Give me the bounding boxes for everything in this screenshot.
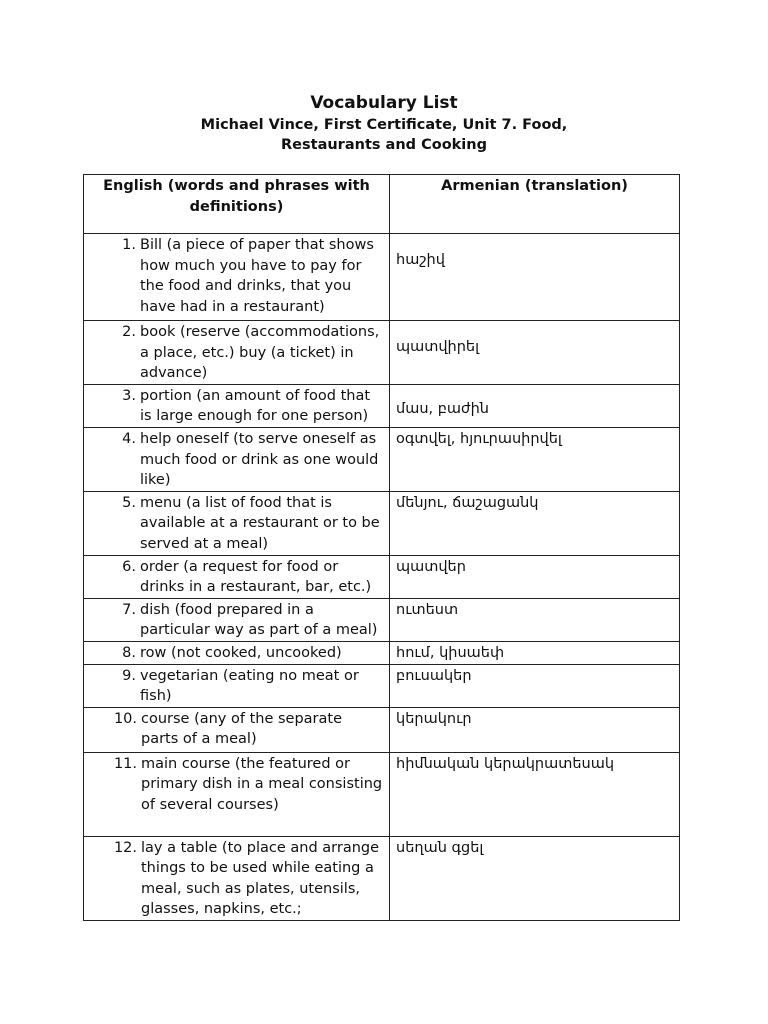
armenian-cell (390, 234, 680, 321)
english-term: help oneself (to serve oneself as much food or drink as one would like) (140, 430, 379, 489)
armenian-cell (390, 836, 680, 920)
table-header-row (84, 175, 680, 234)
armenian-translation: սեղան գցել (396, 839, 484, 856)
english-cell (84, 427, 390, 491)
english-cell (84, 752, 390, 836)
armenian-translation: պատվեր (396, 558, 466, 575)
armenian-translation: մաս, բաժին (396, 400, 489, 417)
armenian-cell (390, 641, 680, 664)
document-title: Vocabulary List (310, 93, 458, 113)
table-row (84, 321, 680, 385)
english-cell (84, 555, 390, 598)
armenian-translation: պատվիրել (396, 339, 480, 355)
armenian-translation: հում, կիսաեփ (396, 644, 505, 661)
armenian-cell (390, 664, 680, 707)
item-number: 7. (122, 601, 136, 618)
table-row (84, 427, 680, 491)
english-term: Bill (a piece of paper that shows how much you have to pay for the food and drinks, that you have had in a restaurant) (140, 237, 374, 315)
item-number: 9. (122, 667, 136, 684)
english-term: book (reserve (accommodations, a place, etc.) buy (a ticket) in advance) (140, 324, 380, 382)
item-number: 1. (122, 237, 136, 253)
item-number: 3. (122, 387, 136, 404)
armenian-translation: ուտեստ (396, 601, 459, 618)
english-term: lay a table (to place and arrange things to be used while eating a meal, such as plates, utensils, glasses, napkins, etc.; (141, 839, 380, 918)
table-row (84, 707, 680, 752)
item-number: 6. (122, 558, 136, 575)
english-term: dish (food prepared in a particular way as part of a meal) (140, 601, 378, 639)
vocabulary-table (83, 174, 680, 921)
armenian-translation: բուսակեր (396, 667, 472, 684)
armenian-translation: մենյու, ճաշացանկ (396, 494, 539, 511)
table-row (84, 641, 680, 664)
english-term: row (not cooked, uncooked) (140, 644, 342, 661)
item-number: 12. (113, 839, 137, 856)
armenian-cell (390, 752, 680, 836)
english-cell (84, 836, 390, 920)
armenian-cell (390, 491, 680, 555)
armenian-translation: հիմնական կերակրատեսակ (396, 755, 615, 772)
table-row (84, 836, 680, 920)
english-cell (84, 234, 390, 321)
english-term: menu (a list of food that is available at a restaurant or to be served at a meal) (140, 494, 380, 552)
english-term: portion (an amount of food that is large enough for one person) (140, 387, 371, 425)
subtitle-line-1: Michael Vince, First Certificate, Unit 7. Food, (200, 117, 568, 133)
armenian-translation: օգտվել, հյուրասիրվել (396, 430, 562, 447)
english-term: order (a request for food or drinks in a restaurant, bar, etc.) (140, 558, 372, 596)
item-number: 5. (122, 494, 136, 511)
item-number: 4. (122, 430, 136, 447)
english-cell (84, 707, 390, 752)
english-term: course (any of the separate parts of a meal) (141, 710, 343, 748)
english-cell (84, 384, 390, 427)
armenian-cell (390, 707, 680, 752)
table-row (84, 234, 680, 321)
table-row (84, 664, 680, 707)
english-term: main course (the featured or primary dish in a meal consisting of several courses) (141, 755, 383, 813)
table-row (84, 598, 680, 641)
english-cell (84, 321, 390, 385)
header-english: English (words and phrases with definitions) (84, 175, 390, 234)
armenian-translation: հաշիվ (396, 252, 445, 268)
armenian-cell (390, 598, 680, 641)
table-row (84, 752, 680, 836)
item-number: 10. (113, 710, 137, 727)
armenian-translation: կերակուր (396, 710, 472, 727)
english-term: vegetarian (eating no meat or fish) (140, 667, 359, 705)
subtitle-line-2: Restaurants and Cooking (281, 137, 487, 153)
table-row (84, 555, 680, 598)
armenian-cell (390, 555, 680, 598)
table-row (84, 384, 680, 427)
english-cell (84, 491, 390, 555)
english-cell (84, 664, 390, 707)
armenian-cell (390, 427, 680, 491)
item-number: 8. (122, 644, 136, 661)
document-subtitle (184, 115, 584, 155)
english-cell (84, 641, 390, 664)
item-number: 2. (122, 324, 136, 340)
english-cell (84, 598, 390, 641)
armenian-cell (390, 321, 680, 385)
table-row (84, 491, 680, 555)
item-number: 11. (113, 755, 137, 772)
header-armenian: Armenian (translation) (390, 175, 680, 234)
armenian-cell (390, 384, 680, 427)
